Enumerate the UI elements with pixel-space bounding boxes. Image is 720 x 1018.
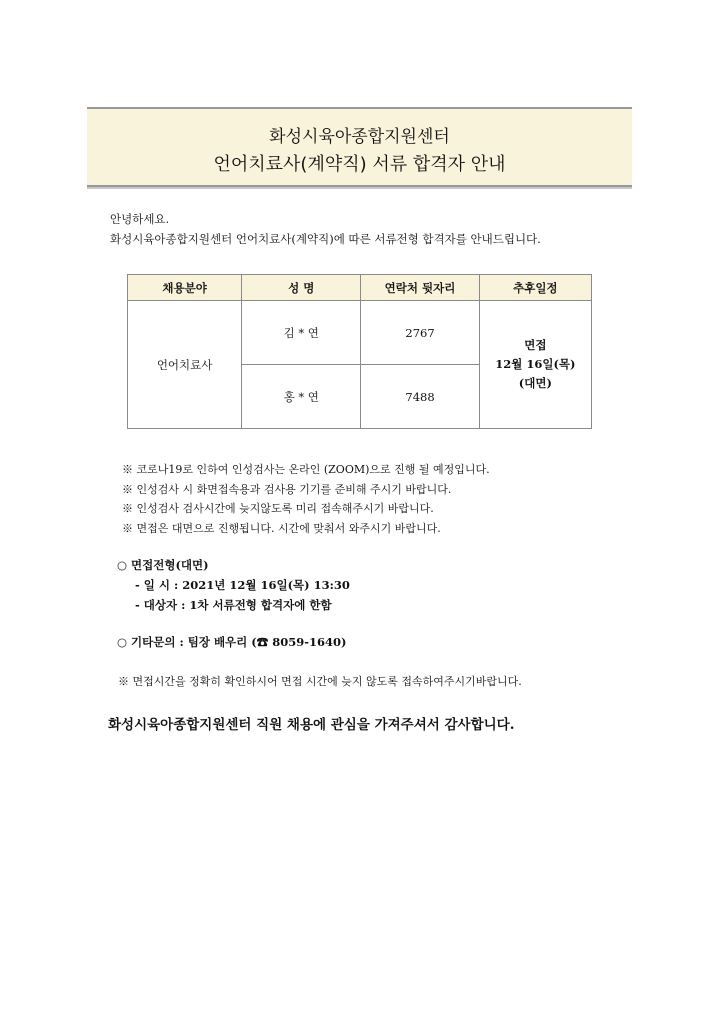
notes-list — [122, 460, 490, 538]
cell-schedule — [479, 301, 591, 429]
note-item: ※ 인성검사 검사시간에 늦지않도록 미리 접속해주시기 바랍니다. — [122, 502, 434, 515]
cell-contact: 7488 — [361, 365, 479, 429]
title-organization: 화성시육아종합지원센터 — [269, 127, 450, 147]
greeting-intro: 화성시육아종합지원센터 언어치료사(계약직)에 따른 서류전형 합격자를 안내드립니다. — [110, 232, 541, 246]
schedule-mode: (대면) — [518, 376, 552, 390]
header-contact: 연락처 뒷자리 — [361, 275, 479, 301]
interview-heading: ○ 면접전형(대면) — [117, 558, 209, 572]
header-schedule: 추후일정 — [479, 275, 591, 301]
results-table — [127, 274, 592, 429]
interview-target: - 대상자 : 1차 서류전형 합격자에 한함 — [135, 598, 332, 612]
table-header-row — [128, 275, 592, 301]
greeting-hello: 안녕하세요. — [110, 212, 170, 226]
cell-field: 언어치료사 — [128, 301, 242, 429]
cell-contact: 2767 — [361, 301, 479, 365]
contact-info: ○ 기타문의 : 팀장 배우리 (☎ 8059-1640) — [117, 635, 347, 649]
note-item: ※ 코로나19로 인하여 인성검사는 온라인 (ZOOM)으로 진행 될 예정입니다. — [122, 463, 490, 476]
schedule-date: 12월 16일(목) — [495, 357, 576, 371]
cell-name: 홍 * 연 — [242, 365, 361, 429]
title-notice: 언어치료사(계약직) 서류 합격자 안내 — [213, 154, 506, 175]
table-row — [128, 301, 592, 365]
title-box — [87, 107, 632, 187]
closing-message: 화성시육아종합지원센터 직원 채용에 관심을 가져주셔서 감사합니다. — [108, 717, 515, 733]
header-name: 성 명 — [242, 275, 361, 301]
note-item: ※ 면접은 대면으로 진행됩니다. 시간에 맞춰서 와주시기 바랍니다. — [122, 521, 441, 535]
schedule-type: 면접 — [524, 338, 547, 352]
interview-datetime: - 일 시 : 2021년 12월 16일(목) 13:30 — [135, 578, 350, 592]
note-item: ※ 인성검사 시 화면접속용과 검사용 기기를 준비해 주시기 바랍니다. — [122, 482, 452, 496]
cell-name: 김 * 연 — [242, 301, 361, 365]
header-field: 채용분야 — [128, 275, 242, 301]
final-note: ※ 면접시간을 정확히 확인하시어 면접 시간에 늦지 않도록 접속하여주시기바랍니다. — [118, 675, 522, 688]
